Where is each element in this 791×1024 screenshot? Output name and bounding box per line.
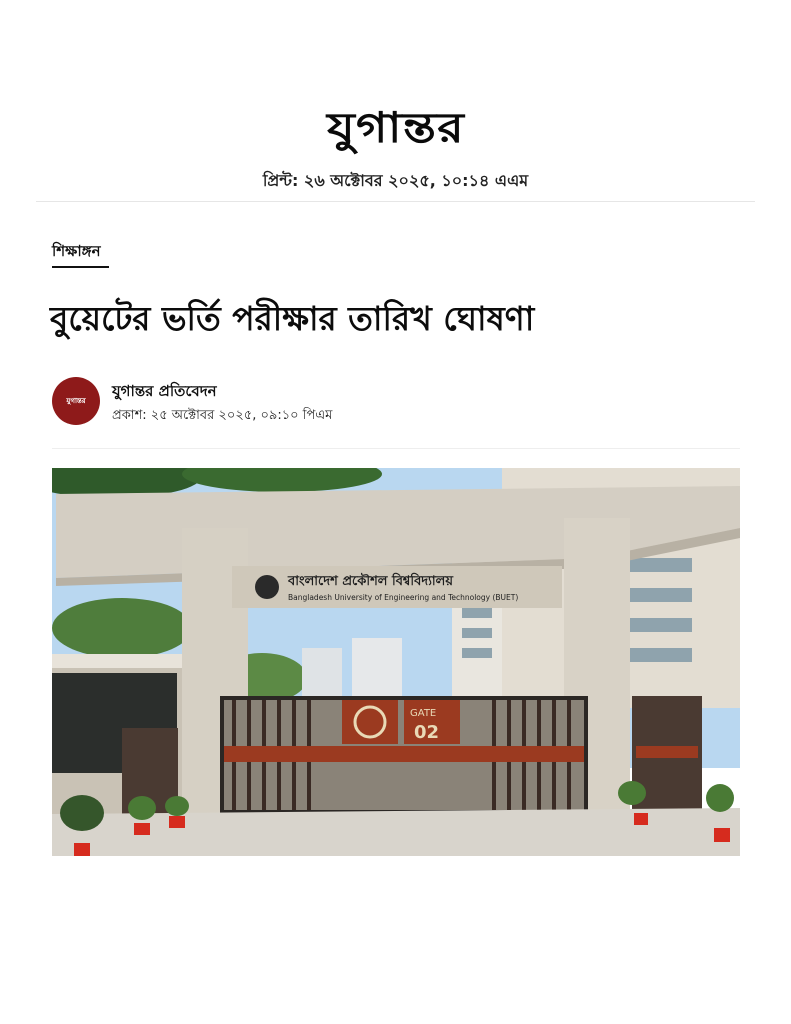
buet-emblem [255,575,279,599]
gate-label: GATE [410,708,437,719]
newspaper-logo[interactable]: যুগান্তর [326,103,465,152]
sign-bangla: বাংলাদেশ প্রকৌশল বিশ্ববিদ্যালয় [288,574,454,589]
gate-number: 02 [414,722,440,743]
article-headline: বুয়েটের ভর্তি পরীক্ষার তারিখ ঘোষণা [50,299,535,338]
masthead [0,100,791,156]
header-divider [36,201,755,202]
tree-left [52,598,192,658]
buet-gate-photo [52,468,740,856]
category-link[interactable]: শিক্ষাঙ্গন [52,242,101,260]
print-date: প্রিন্ট: ২৬ অক্টোবর ২০২৫, ১০:১৪ এএম [262,171,529,190]
article-photo [52,468,740,856]
category-underline [52,266,109,268]
author-avatar[interactable] [52,377,100,425]
avatar-text: যুগান্তর [66,397,86,405]
distant-building [352,638,402,698]
right-fence-bar [636,746,698,758]
byline-divider [52,448,740,449]
author-name[interactable]: যুগান্তর প্রতিবেদন [112,382,217,400]
guard-house-roof [52,654,187,668]
distant-building [302,648,342,698]
gate-crossbar [224,746,584,762]
publish-date: প্রকাশ: ২৫ অক্টোবর ২০২৫, ০৯:১০ পিএম [112,408,333,423]
sign-english: Bangladesh University of Engineering and Technology (BUET) [288,593,519,602]
